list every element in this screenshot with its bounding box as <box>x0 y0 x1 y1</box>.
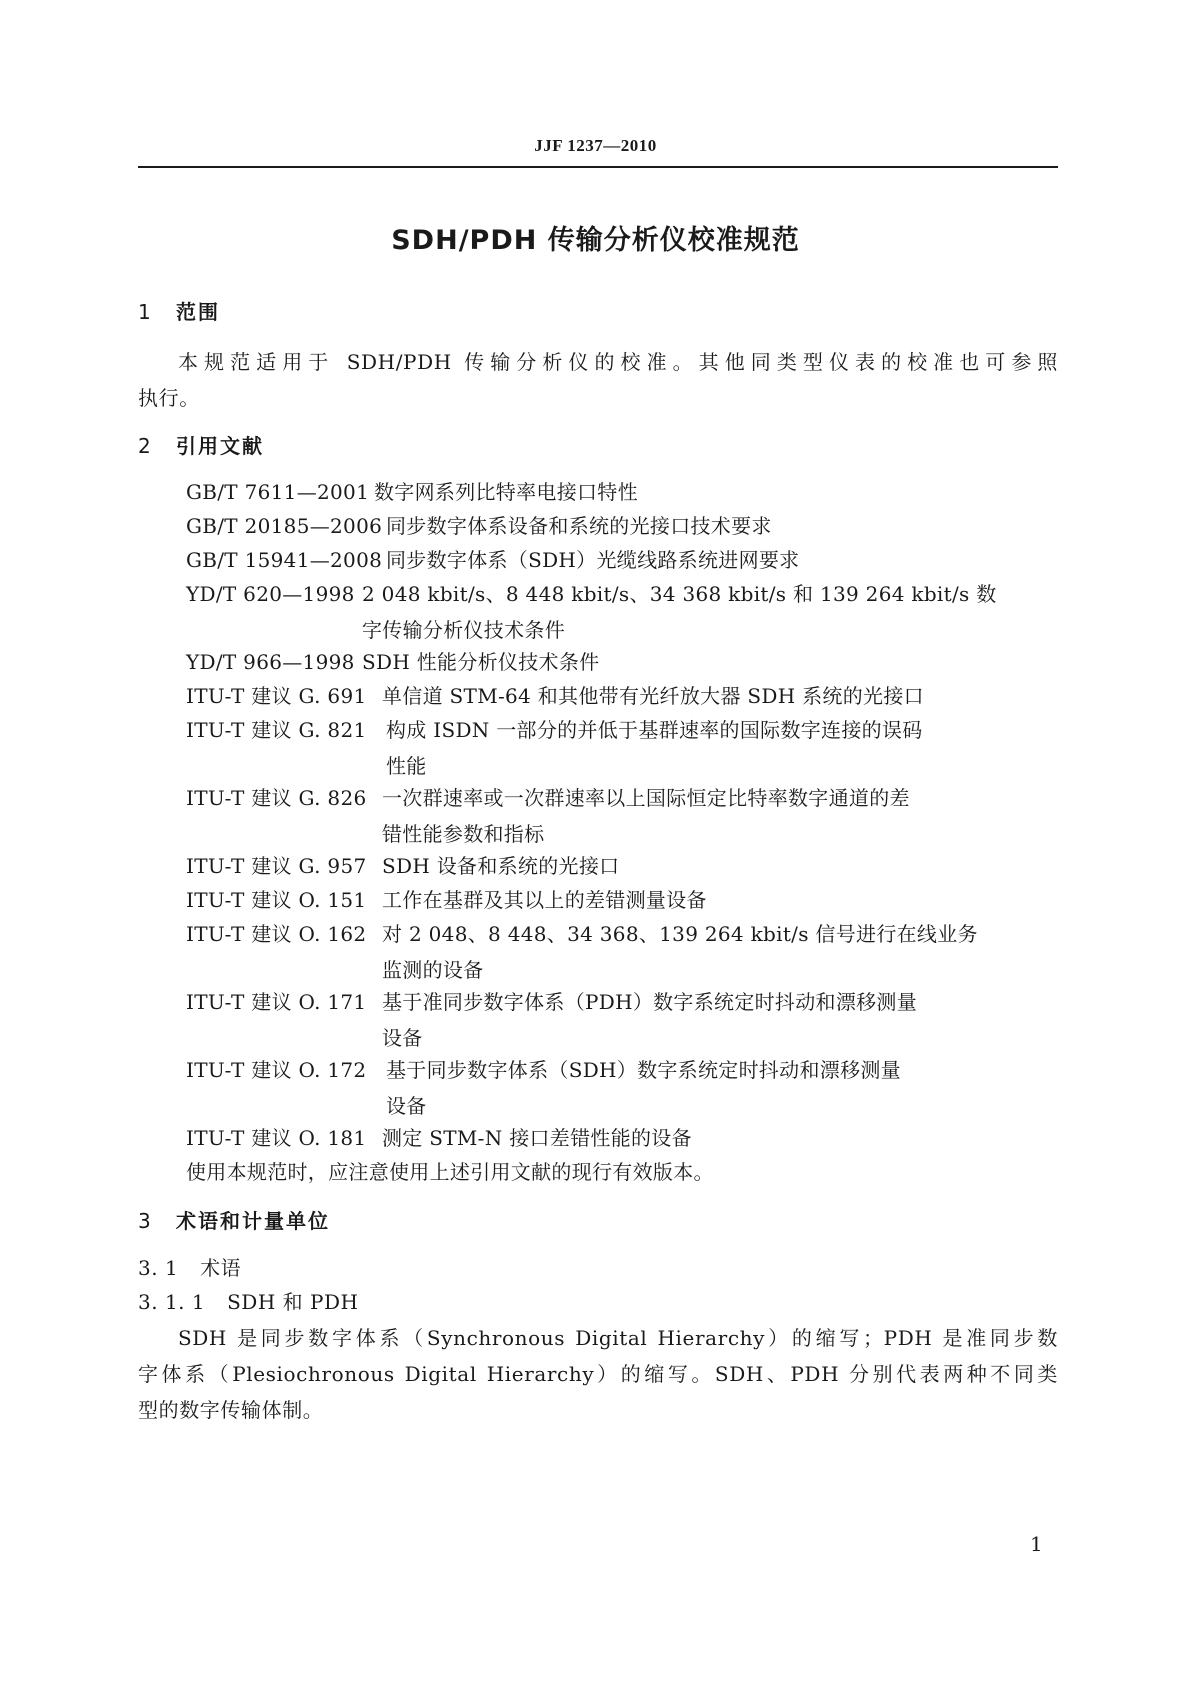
reference-item <box>186 508 772 544</box>
section-number: 1 <box>138 300 153 324</box>
reference-code: ITU-T 建议 G. 957 <box>186 854 367 878</box>
reference-code: GB/T 7611—2001 <box>186 480 370 504</box>
standard-code: JJF 1237—2010 <box>534 136 657 155</box>
reference-code: ITU-T 建议 G. 826 <box>186 786 367 810</box>
references-note: 使用本规范时，应注意使用上述引用文献的现行有效版本。 <box>186 1160 714 1184</box>
reference-title: 同步数字体系（SDH）光缆线路系统进网要求 <box>386 548 800 572</box>
section-heading-references <box>138 430 264 459</box>
reference-item <box>186 916 978 982</box>
reference-code: ITU-T 建议 O. 162 <box>186 922 367 946</box>
reference-title: 一次群速率或一次群速率以上国际恒定比特率数字通道的差 <box>382 786 910 810</box>
sdh-definition-paragraph <box>138 1320 1058 1428</box>
paragraph-line: 执行。 <box>138 386 200 410</box>
reference-code: YD/T 620—1998 <box>186 582 355 606</box>
reference-title: 测定 STM-N 接口差错性能的设备 <box>382 1126 692 1150</box>
subsection-heading <box>138 1284 358 1320</box>
section-label: 术语和计量单位 <box>176 1209 330 1233</box>
reference-item <box>186 474 638 510</box>
reference-title: 2 048 kbit/s、8 448 kbit/s、34 368 kbit/s 和 139 264 kbit/s 数 <box>362 582 997 606</box>
reference-title-cont: 错性能参数和指标 <box>382 822 545 846</box>
page-number: 1 <box>1030 1532 1043 1556</box>
reference-item <box>186 882 707 918</box>
reference-code: ITU-T 建议 O. 172 <box>186 1058 367 1082</box>
reference-item <box>186 678 924 714</box>
subsection-number: 3. 1 <box>138 1256 179 1280</box>
scope-paragraph-cont <box>138 380 1058 416</box>
section-number: 2 <box>138 434 153 458</box>
reference-title-cont: 设备 <box>382 1026 423 1050</box>
reference-code: ITU-T 建议 G. 691 <box>186 684 367 708</box>
document-title: SDH/PDH 传输分析仪校准规范 <box>391 225 800 256</box>
scope-paragraph <box>138 344 1058 380</box>
subsection-heading <box>138 1250 241 1286</box>
reference-code: GB/T 20185—2006 <box>186 514 383 538</box>
reference-item <box>186 984 918 1050</box>
reference-code: ITU-T 建议 O. 151 <box>186 888 367 912</box>
reference-title-cont: 性能 <box>386 754 427 778</box>
reference-title-cont: 字传输分析仪技术条件 <box>362 618 565 642</box>
subsection-label: SDH 和 PDH <box>227 1290 359 1314</box>
section-label: 范围 <box>176 300 220 324</box>
reference-item <box>186 848 620 884</box>
paragraph-line: 型的数字传输体制。 <box>138 1398 324 1422</box>
reference-title: 基于同步数字体系（SDH）数字系统定时抖动和漂移测量 <box>386 1058 901 1082</box>
subsection-label: 术语 <box>200 1256 242 1280</box>
reference-title-cont: 监测的设备 <box>382 958 484 982</box>
reference-item <box>186 644 600 680</box>
paragraph-line: SDH 是同步数字体系（Synchronous Digital Hierarchy）的缩写；PDH 是准同步数 <box>178 1326 1058 1350</box>
section-heading-terms <box>138 1205 330 1234</box>
reference-item <box>186 780 910 846</box>
section-label: 引用文献 <box>176 434 264 458</box>
reference-item <box>186 542 800 578</box>
subsection-number: 3. 1. 1 <box>138 1290 206 1314</box>
reference-code: ITU-T 建议 G. 821 <box>186 718 367 742</box>
reference-title: 构成 ISDN 一部分的并低于基群速率的国际数字连接的误码 <box>386 718 923 742</box>
reference-item <box>186 1120 692 1156</box>
reference-title: SDH 设备和系统的光接口 <box>382 854 620 878</box>
reference-item <box>186 1052 901 1118</box>
reference-title: 同步数字体系设备和系统的光接口技术要求 <box>386 514 772 538</box>
header-rule <box>138 166 1058 168</box>
reference-title: 工作在基群及其以上的差错测量设备 <box>382 888 707 912</box>
reference-item <box>186 576 997 642</box>
reference-code: ITU-T 建议 O. 181 <box>186 1126 367 1150</box>
reference-code: GB/T 15941—2008 <box>186 548 383 572</box>
reference-title: 基于准同步数字体系（PDH）数字系统定时抖动和漂移测量 <box>382 990 918 1014</box>
reference-item <box>186 712 923 778</box>
reference-title-cont: 设备 <box>386 1094 427 1118</box>
reference-title: SDH 性能分析仪技术条件 <box>362 650 600 674</box>
reference-code: ITU-T 建议 O. 171 <box>186 990 367 1014</box>
reference-title: 对 2 048、8 448、34 368、139 264 kbit/s 信号进行在线业务 <box>382 922 978 946</box>
paragraph-line: 本规范适用于 SDH/PDH 传输分析仪的校准。其他同类型仪表的校准也可参照 <box>178 350 1058 374</box>
section-number: 3 <box>138 1209 153 1233</box>
reference-title: 数字网系列比特率电接口特性 <box>374 480 638 504</box>
section-heading-scope <box>138 296 220 325</box>
reference-title: 单信道 STM-64 和其他带有光纤放大器 SDH 系统的光接口 <box>382 684 924 708</box>
reference-code: YD/T 966—1998 <box>186 650 355 674</box>
paragraph-line: 字体系（Plesiochronous Digital Hierarchy）的缩写。SDH、PDH 分别代表两种不同类 <box>138 1362 1058 1386</box>
